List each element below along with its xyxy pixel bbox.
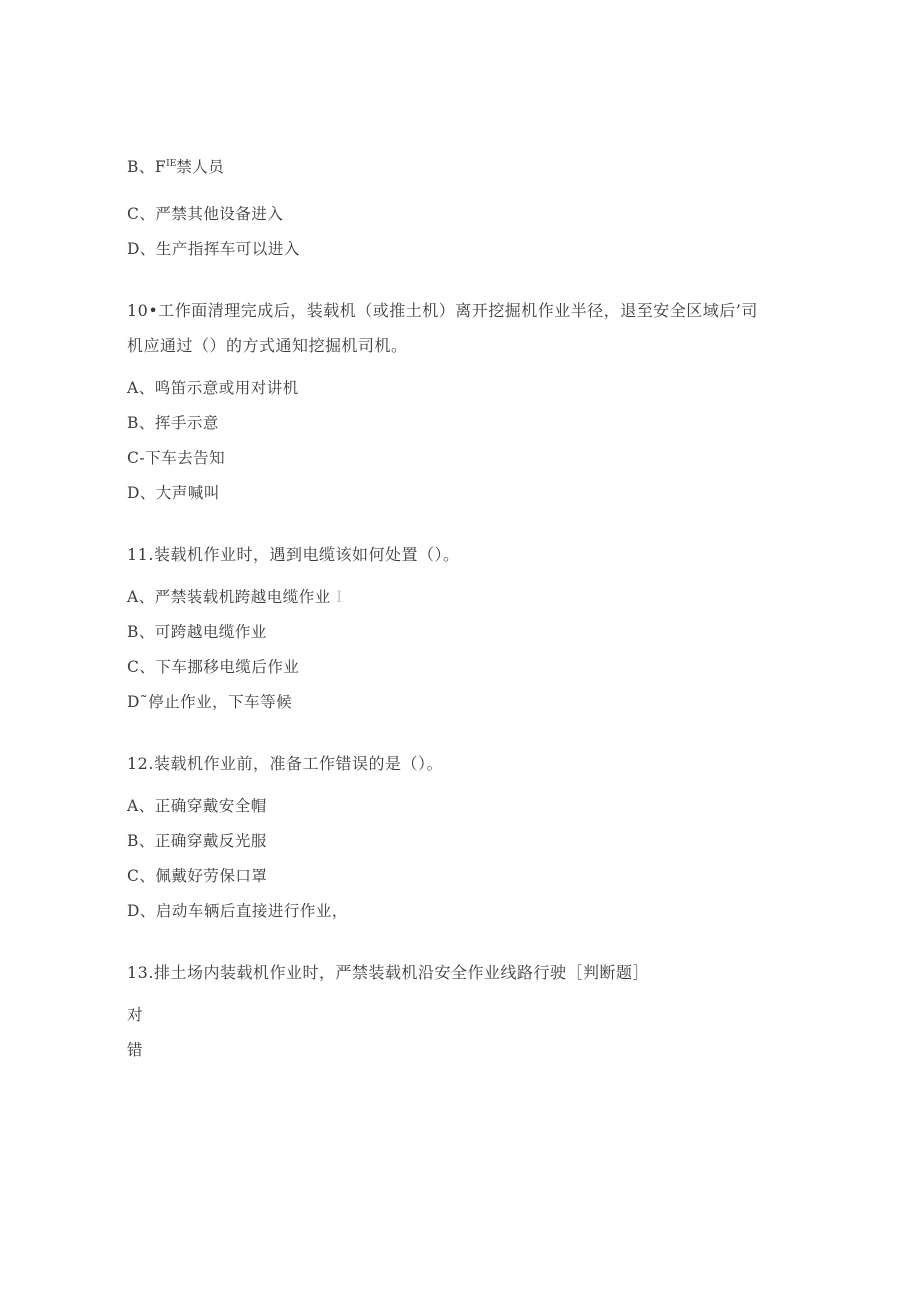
q11-option-c: C、下车挪移电缆后作业 xyxy=(127,658,300,676)
q11-option-a xyxy=(127,587,343,607)
q9-option-b-prefix: B、F xyxy=(127,158,167,176)
q10-stem-line2: 机应通过（）的方式通知挖掘机司机。 xyxy=(127,336,408,355)
q10-option-d: D、大声喊叫 xyxy=(127,484,220,502)
q10-option-a: A、鸣笛示意或用对讲机 xyxy=(127,379,299,397)
q9-option-c: C、严禁其他设备进入 xyxy=(127,205,284,223)
q11-stem: 11.装载机作业时，遇到电缆该如何处置（）。 xyxy=(127,545,460,564)
q12-option-d: D、启动车辆后直接进行作业， xyxy=(127,902,348,920)
q10-option-b: B、挥手示意 xyxy=(127,414,219,432)
q11-option-d: D˜停止作业，下车等候 xyxy=(127,693,293,711)
q13-stem: 13.排土场内装载机作业时，严禁装载机沿安全作业线路行驶［判断题］ xyxy=(127,963,649,982)
q9-option-d: D、生产指挥车可以进入 xyxy=(127,240,300,258)
q13-option-false: 错 xyxy=(127,1041,144,1059)
q12-option-c: C、佩戴好劳保口罩 xyxy=(127,867,268,885)
q13-option-true: 对 xyxy=(127,1006,144,1024)
q12-option-b: B、正确穿戴反光服 xyxy=(127,832,267,850)
q10-stem-line1: 10•工作面清理完成后，装载机（或推土机）离开挖掘机作业半径，退至安全区域后’司 xyxy=(127,301,758,320)
q12-stem: 12.装载机作业前，准备工作错误的是（）。 xyxy=(127,754,443,773)
q12-option-a: A、正确穿戴安全帽 xyxy=(127,797,267,815)
q9-option-b xyxy=(127,154,224,177)
q11-option-b: B、可跨越电缆作业 xyxy=(127,623,267,641)
q11-option-a-mark: I xyxy=(336,588,343,606)
q11-option-a-text: A、严禁装载机跨越电缆作业 xyxy=(127,588,331,606)
q10-option-c: C-下车去告知 xyxy=(127,449,226,467)
q9-option-b-sup: IE xyxy=(166,159,177,169)
q9-option-b-suffix: 禁人员 xyxy=(176,158,225,176)
